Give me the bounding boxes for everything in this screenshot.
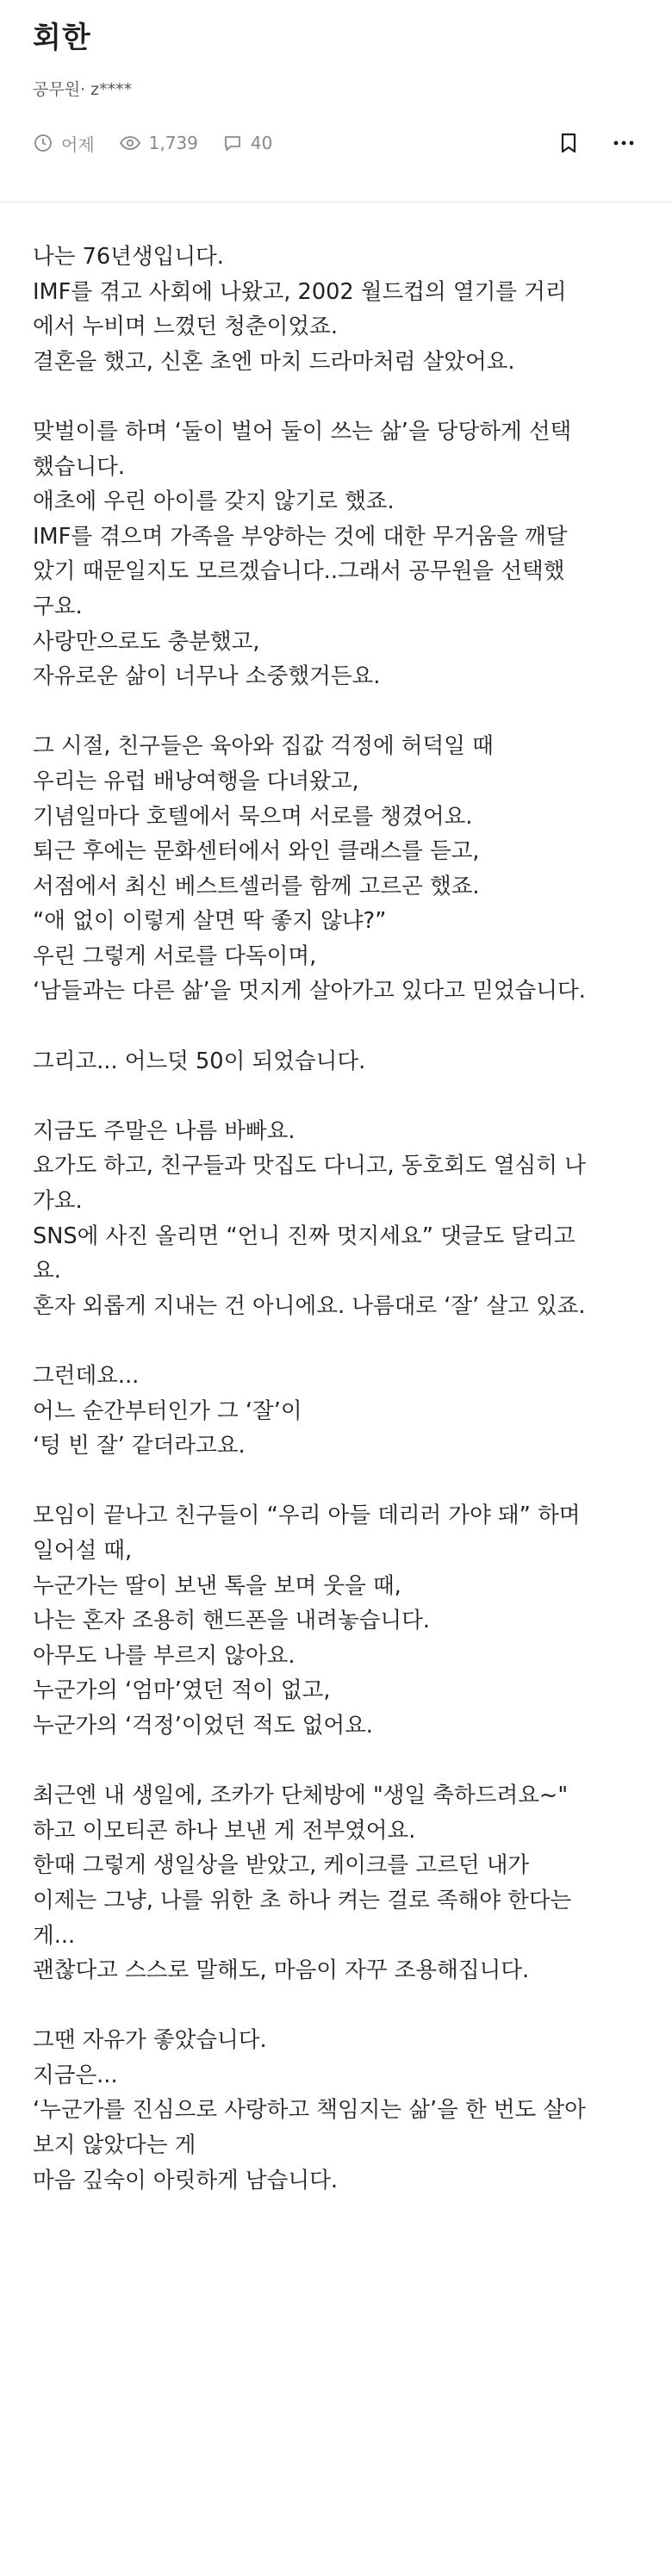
paragraph [33, 1498, 646, 1743]
paragraph [33, 1114, 646, 1324]
text-line: 결혼을 했고, 신혼 초엔 마치 드라마처럼 살았어요. [33, 348, 515, 375]
paragraph-gap [33, 694, 646, 730]
paragraph [33, 240, 646, 379]
paragraph-gap [33, 1744, 646, 1779]
text-line: 한때 그렇게 생일상을 받았고, 케이크를 고르던 내가 [33, 1852, 530, 1879]
text-line: 그리고... 어느덧 50이 되었습니다. [33, 1048, 366, 1074]
post-time-label: 어제 [61, 134, 95, 155]
post-time [33, 131, 95, 156]
paragraph [33, 2023, 646, 2198]
text-line: IMF를 겪으며 가족을 부양하는 것에 대한 무거움을 깨달 [33, 523, 568, 550]
text-line: IMF를 겪고 사회에 나왔고, 2002 월드컵의 열기를 거리 [33, 278, 567, 305]
text-line: 하고 이모티콘 하나 보낸 게 전부였어요. [33, 1817, 416, 1844]
text-line: 자유로운 삶이 너무나 소중했거든요. [33, 663, 381, 690]
paragraph-gap [33, 1009, 646, 1044]
text-line: 맞벌이를 하며 ‘둘이 벌어 둘이 쓰는 삶’을 당당하게 선택 [33, 418, 572, 445]
post-actions [529, 128, 639, 159]
text-line: 마음 깊숙이 아릿하게 남습니다. [33, 2167, 338, 2193]
text-line: ‘누군가를 진심으로 사랑하고 책임지는 삶’을 한 번도 살아 [33, 2097, 586, 2124]
text-line: 혼자 외롭게 지내는 건 아니에요. 나름대로 ‘잘’ 살고 있죠. [33, 1292, 586, 1319]
text-line: 서점에서 최신 베스트셀러를 함께 고르곤 했죠. [33, 873, 480, 899]
text-line: 나는 76년생입니다. [33, 244, 224, 270]
text-line: 어느 순간부터인가 그 ‘잘’이 [33, 1397, 302, 1424]
paragraph-gap [33, 1464, 646, 1499]
comment-count[interactable] [222, 133, 272, 153]
text-line: ‘남들과는 다른 삶’을 멋지게 살아가고 있다고 믿었습니다. [33, 978, 586, 1005]
view-count [119, 133, 198, 153]
text-line: 그 시절, 친구들은 육아와 집값 걱정에 허덕일 때 [33, 733, 494, 760]
text-line: 사랑만으로도 충분했고, [33, 628, 260, 655]
text-line: 보지 않았다는 게 [33, 2132, 196, 2159]
post-meta-bar [33, 126, 639, 160]
text-line: 구요. [33, 593, 83, 619]
paragraph-gap [33, 1323, 646, 1359]
text-line: 우린 그렇게 서로를 다독이며, [33, 943, 317, 969]
more-options-button[interactable] [608, 128, 639, 159]
paragraph [33, 414, 646, 694]
text-line: 누군가의 ‘걱정’이었던 적도 없어요. [33, 1712, 373, 1739]
more-horizontal-icon [613, 140, 635, 146]
paragraph [33, 729, 646, 1009]
post-header [0, 0, 672, 179]
post-title: 회한 [33, 21, 91, 55]
text-line: 요가도 하고, 친구들과 맛집도 다니고, 동호회도 열심히 나 [33, 1153, 586, 1179]
post-body [33, 240, 646, 2198]
comment-count-label: 40 [250, 133, 273, 153]
text-line: 애초에 우린 아이를 갖지 않기로 했죠. [33, 488, 395, 515]
clock-icon [33, 133, 53, 153]
text-line: 퇴근 후에는 문화센터에서 와인 클래스를 듣고, [33, 838, 480, 865]
eye-icon [119, 133, 141, 153]
text-line: 아무도 나를 부르지 않아요. [33, 1642, 296, 1669]
text-line: 우리는 유럽 배낭여행을 다녀왔고, [33, 768, 359, 794]
paragraph [33, 1359, 646, 1464]
text-line: 나는 혼자 조용히 핸드폰을 내려놓습니다. [33, 1608, 430, 1634]
view-count-label: 1,739 [148, 133, 198, 153]
text-line: 가요. [33, 1188, 83, 1215]
text-line: 게... [33, 1922, 76, 1949]
text-line: SNS에 사진 올리면 “언니 진짜 멋지세요” 댓글도 달리고 [33, 1223, 576, 1249]
text-line: 았기 때문일지도 모르겠습니다..그래서 공무원을 선택했 [33, 558, 565, 585]
author-name[interactable]: 공무원· z**** [33, 80, 133, 99]
text-line: 괜찮다고 스스로 말해도, 마음이 자꾸 조용해집니다. [33, 1957, 530, 1984]
paragraph-gap [33, 1079, 646, 1114]
text-line: 일어설 때, [33, 1537, 133, 1564]
text-line: 요. [33, 1258, 61, 1285]
paragraph [33, 1778, 646, 1988]
text-line: 그런데요... [33, 1363, 140, 1389]
text-line: 했습니다. [33, 453, 126, 480]
text-line: ‘텅 빈 잘’ 같더라고요. [33, 1433, 246, 1459]
text-line: 누군가는 딸이 보낸 톡을 보며 웃을 때, [33, 1572, 401, 1599]
text-line: 모임이 끝나고 친구들이 “우리 아들 데리러 가야 돼” 하며 [33, 1503, 581, 1529]
text-line: 최근엔 내 생일에, 조카가 단체방에 "생일 축하드려요~" [33, 1783, 569, 1809]
bookmark-icon [559, 132, 578, 154]
paragraph-gap [33, 379, 646, 414]
text-line: 지금은... [33, 2062, 118, 2088]
paragraph-gap [33, 1988, 646, 2024]
text-line: 그땐 자유가 좋았습니다. [33, 2027, 267, 2054]
text-line: 지금도 주말은 나름 바빠요. [33, 1117, 296, 1144]
paragraph [33, 1044, 646, 1080]
text-line: 누군가의 ‘엄마’였던 적이 없고, [33, 1677, 331, 1704]
text-line: 에서 누비며 느꼈던 청춘이었죠. [33, 314, 338, 340]
speech-bubble-icon [222, 133, 243, 153]
text-line: 이제는 그냥, 나를 위한 초 하나 켜는 걸로 족해야 한다는 [33, 1887, 572, 1913]
bookmark-button[interactable] [553, 128, 584, 159]
text-line: 기념일마다 호텔에서 묵으며 서로를 챙겼어요. [33, 803, 473, 830]
text-line: “애 없이 이렇게 살면 딱 좋지 않냐?” [33, 908, 387, 935]
